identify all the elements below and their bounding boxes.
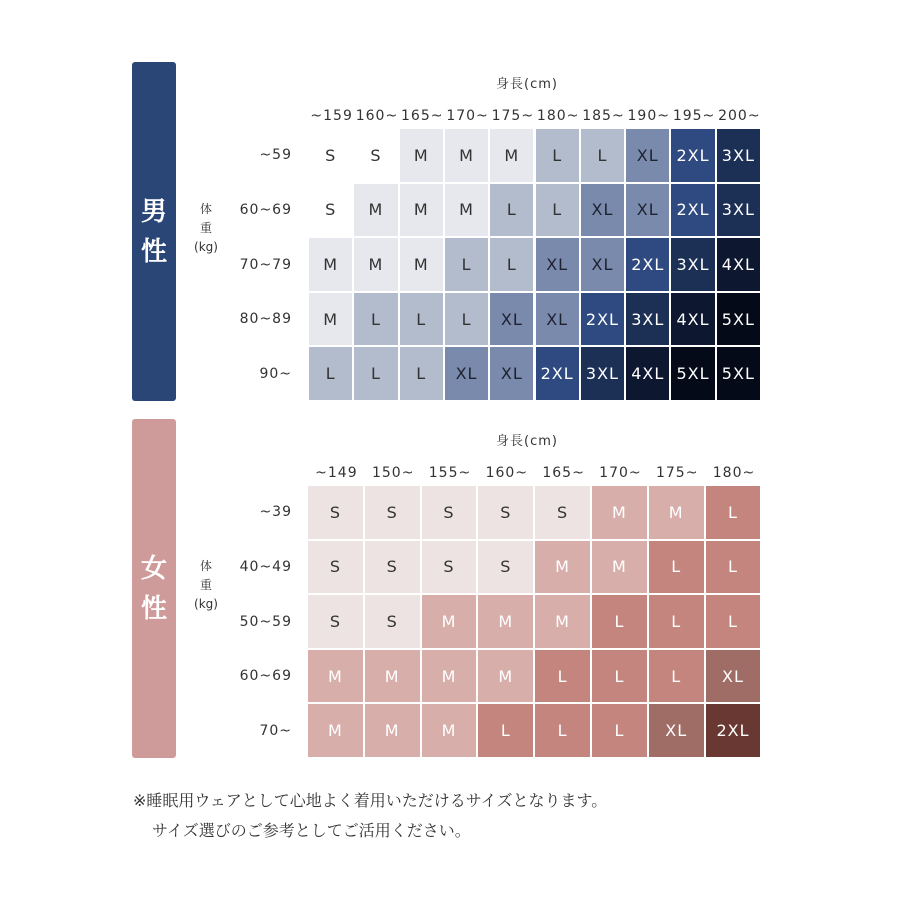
male-weight-row-header: ~59	[259, 147, 292, 164]
female-weight-row-header: 50~59	[239, 613, 292, 630]
male-weight-row-header: 60~69	[239, 201, 292, 218]
female-size-cell: L	[649, 650, 704, 703]
footnote-line-1: ※睡眠用ウェアとして心地よく着用いただけるサイズとなります。	[133, 791, 608, 810]
male-size-cell: M	[490, 129, 533, 182]
female-size-cell: S	[365, 541, 420, 594]
female-size-cell: S	[535, 486, 590, 539]
female-height-col-header: ~149	[315, 465, 358, 481]
male-size-cell: M	[445, 184, 488, 237]
female-size-cell: 2XL	[706, 704, 761, 757]
male-height-col-header: 170~	[446, 108, 489, 124]
male-height-col-header: 160~	[355, 108, 399, 124]
female-size-cell: M	[308, 650, 363, 703]
male-size-cell: M	[400, 129, 443, 182]
male-size-cell: XL	[445, 347, 488, 400]
male-size-cell: 3XL	[717, 184, 760, 237]
male-size-cell: M	[354, 238, 397, 291]
female-weight-label-char-2: 重	[199, 578, 212, 592]
male-size-cell: L	[536, 184, 579, 237]
male-size-cell: XL	[626, 184, 669, 237]
male-size-cell: L	[400, 293, 443, 346]
female-size-cell: M	[308, 704, 363, 757]
female-size-cell: M	[422, 704, 477, 757]
male-size-cell: 3XL	[717, 129, 760, 182]
male-height-col-header: 200~	[718, 108, 761, 124]
male-size-cell: XL	[536, 293, 579, 346]
male-size-cell: M	[445, 129, 488, 182]
male-size-cell: XL	[490, 293, 533, 346]
male-size-cell: L	[354, 293, 397, 346]
female-size-cell: S	[365, 595, 420, 648]
male-size-cell: M	[354, 184, 397, 237]
male-size-cell: L	[581, 129, 624, 182]
male-size-cell: 3XL	[671, 238, 714, 291]
female-height-col-header: 170~	[599, 465, 642, 481]
male-weight-label	[190, 200, 222, 257]
female-size-cell: L	[706, 541, 761, 594]
female-size-cell: M	[422, 650, 477, 703]
male-size-cell: S	[309, 129, 352, 182]
male-size-cell: L	[400, 347, 443, 400]
male-height-col-header: 175~	[491, 108, 535, 124]
female-size-cell: L	[592, 650, 647, 703]
female-weight-row-header: 60~69	[239, 668, 292, 685]
female-weight-row-header: ~39	[259, 504, 292, 521]
female-height-col-header: 150~	[371, 465, 415, 481]
male-weight-row-header: 70~79	[239, 256, 292, 273]
male-height-title: 身長(cm)	[496, 77, 558, 92]
male-size-cell: XL	[581, 184, 624, 237]
female-size-cell: S	[478, 541, 533, 594]
male-weight-label-char-2: 重	[199, 221, 212, 235]
female-weight-label-unit: (kg)	[194, 597, 218, 611]
female-size-cell: M	[592, 486, 647, 539]
female-label-char-2: 性	[140, 593, 167, 624]
female-size-cell: S	[365, 486, 420, 539]
female-size-cell: M	[365, 704, 420, 757]
male-size-cell: L	[536, 129, 579, 182]
male-size-cell: M	[400, 184, 443, 237]
male-size-cell: S	[354, 129, 397, 182]
female-size-cell: M	[535, 595, 590, 648]
female-height-col-header: 180~	[712, 465, 756, 481]
male-size-cell: 4XL	[626, 347, 669, 400]
footnote	[133, 786, 607, 846]
male-size-cell: XL	[581, 238, 624, 291]
female-size-cell: M	[478, 650, 533, 703]
female-size-cell: S	[422, 541, 477, 594]
footnote-line-2: サイズ選びのご参考としてご活用ください。	[152, 821, 471, 840]
male-weight-row-header: 80~89	[239, 311, 292, 328]
female-size-cell: L	[535, 704, 590, 757]
male-size-cell: 5XL	[717, 293, 760, 346]
female-height-col-header: 175~	[655, 465, 699, 481]
male-height-col-header: 165~	[401, 108, 444, 124]
male-size-cell: XL	[536, 238, 579, 291]
male-size-cell: 3XL	[581, 347, 624, 400]
male-weight-row-header: 90~	[259, 365, 292, 382]
female-size-cell: L	[592, 595, 647, 648]
male-height-col-header: 190~	[627, 108, 670, 124]
male-size-cell: L	[490, 184, 533, 237]
male-size-cell: 2XL	[671, 129, 714, 182]
male-size-cell: L	[445, 238, 488, 291]
female-weight-label-char-1: 体	[199, 559, 212, 573]
female-size-cell: XL	[706, 650, 761, 703]
female-size-cell: L	[478, 704, 533, 757]
male-size-cell: 5XL	[717, 347, 760, 400]
female-size-cell: M	[592, 541, 647, 594]
male-size-cell: 2XL	[671, 184, 714, 237]
male-height-col-header: 195~	[672, 108, 716, 124]
male-height-col-header: ~159	[310, 108, 353, 124]
male-size-cell: 2XL	[536, 347, 579, 400]
female-label-char-1: 女	[140, 553, 167, 584]
female-size-cell: S	[422, 486, 477, 539]
male-size-cell: XL	[626, 129, 669, 182]
female-size-cell: L	[535, 650, 590, 703]
female-weight-label	[190, 557, 222, 614]
female-size-cell: M	[422, 595, 477, 648]
male-size-cell: L	[445, 293, 488, 346]
female-size-cell: XL	[649, 704, 704, 757]
male-size-cell: L	[354, 347, 397, 400]
female-size-cell: L	[706, 595, 761, 648]
female-size-cell: S	[308, 541, 363, 594]
male-weight-label-char-1: 体	[199, 202, 212, 216]
male-size-cell: 5XL	[671, 347, 714, 400]
male-size-cell: 4XL	[717, 238, 760, 291]
female-size-cell: S	[308, 486, 363, 539]
female-size-cell: L	[706, 486, 761, 539]
female-height-col-header: 160~	[485, 465, 529, 481]
male-size-cell: M	[400, 238, 443, 291]
male-size-cell: 4XL	[671, 293, 714, 346]
male-size-cell: S	[309, 184, 352, 237]
male-size-cell: 2XL	[626, 238, 669, 291]
female-size-cell: L	[592, 704, 647, 757]
female-size-cell: L	[649, 595, 704, 648]
male-height-col-header: 180~	[536, 108, 580, 124]
female-weight-row-header: 40~49	[239, 558, 292, 575]
female-size-cell: S	[478, 486, 533, 539]
male-height-col-header: 185~	[582, 108, 625, 124]
male-label-char-1: 男	[140, 196, 167, 227]
female-height-col-header: 155~	[428, 465, 472, 481]
male-size-cell: M	[309, 238, 352, 291]
female-weight-row-header: 70~	[259, 722, 292, 739]
female-height-title: 身長(cm)	[496, 434, 558, 449]
male-size-cell: 3XL	[626, 293, 669, 346]
male-label-char-2: 性	[140, 236, 167, 267]
male-size-cell: L	[309, 347, 352, 400]
female-size-cell: M	[649, 486, 704, 539]
female-size-cell: M	[478, 595, 533, 648]
female-size-cell: M	[365, 650, 420, 703]
male-size-cell: XL	[490, 347, 533, 400]
female-height-col-header: 165~	[542, 465, 585, 481]
female-size-cell: S	[308, 595, 363, 648]
female-label-bar	[132, 419, 176, 758]
male-weight-label-unit: (kg)	[194, 240, 218, 254]
male-size-cell: L	[490, 238, 533, 291]
male-size-cell: M	[309, 293, 352, 346]
male-label-bar	[132, 62, 176, 401]
female-size-cell: L	[649, 541, 704, 594]
female-size-cell: M	[535, 541, 590, 594]
male-size-cell: 2XL	[581, 293, 624, 346]
